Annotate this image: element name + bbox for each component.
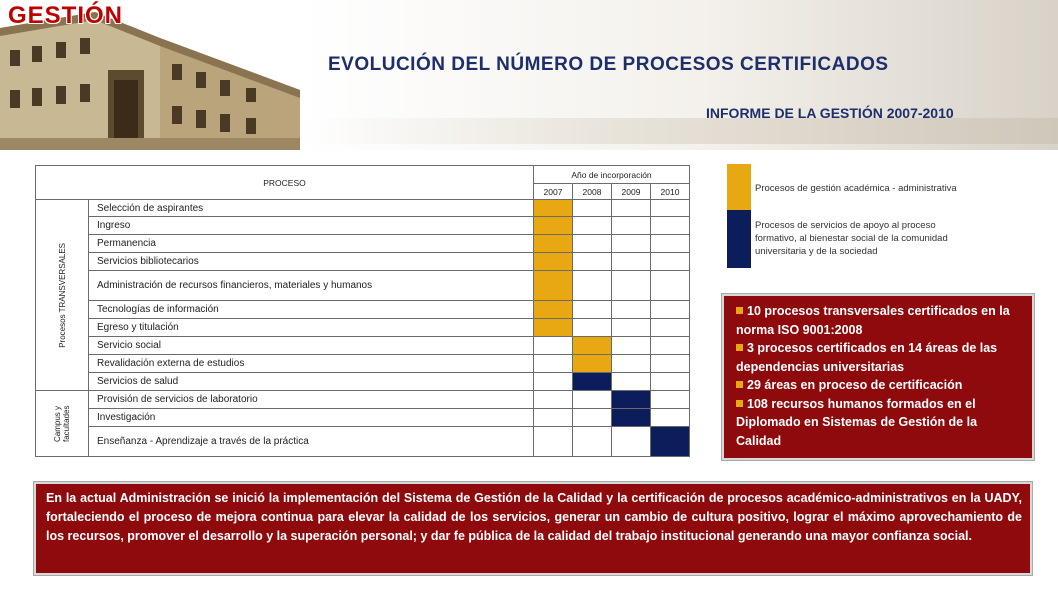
header-year-group: Año de incorporación [534,166,690,184]
year-cell-2008 [573,391,612,409]
bullet-icon [736,307,743,314]
bullet-icon [736,381,743,388]
year-cell-2007 [534,355,573,373]
year-cell-2009 [612,301,651,319]
highlight-item: 3 procesos certificados en 14 áreas de las dependencias universitarias [736,341,998,374]
highlight-item: 10 procesos transversales certificados en la norma ISO 9001:2008 [736,304,1010,337]
year-cell-2010 [651,391,690,409]
year-cell-2010 [651,355,690,373]
year-cell-2008 [573,427,612,457]
legend-label-academic: Procesos de gestión académica - administrativa [755,183,957,194]
year-2010: 2010 [651,184,690,200]
table-row [36,301,690,319]
incorporation-mark-2008 [573,373,612,391]
logo-text: GESTIÓN [8,2,124,29]
year-cell-2009 [612,217,651,235]
year-cell-2009 [612,253,651,271]
table-row [36,409,690,427]
highlight-item: 29 áreas en proceso de certificación [736,376,1024,395]
table-row [36,253,690,271]
process-name: Revalidación externa de estudios [89,355,534,373]
table-row [36,217,690,235]
year-cell-2010 [651,301,690,319]
year-cell-2007 [534,409,573,427]
year-cell-2008 [573,217,612,235]
incorporation-mark-2009 [612,409,651,427]
process-name: Servicios bibliotecarios [89,253,534,271]
table-row [36,391,690,409]
incorporation-mark-2007 [534,253,573,271]
year-cell-2008 [573,319,612,337]
incorporation-mark-2008 [573,337,612,355]
process-name: Provisión de servicios de laboratorio [89,391,534,409]
group-label-transversal: Procesos TRANSVERSALES [36,200,89,391]
year-2007: 2007 [534,184,573,200]
table-row [36,427,690,457]
year-cell-2010 [651,271,690,301]
legend-swatch-support [727,210,751,268]
group-label-campus: Campus y facultades [36,391,89,457]
header-gradient-strip [300,118,1058,144]
year-2008: 2008 [573,184,612,200]
incorporation-mark-2007 [534,200,573,217]
incorporation-mark-2009 [612,391,651,409]
incorporation-mark-2007 [534,271,573,301]
year-cell-2010 [651,319,690,337]
year-cell-2009 [612,235,651,253]
year-cell-2008 [573,200,612,217]
year-cell-2010 [651,200,690,217]
process-table [35,165,690,457]
process-name: Permanencia [89,235,534,253]
year-cell-2008 [573,271,612,301]
year-cell-2010 [651,253,690,271]
process-name: Servicio social [89,337,534,355]
incorporation-mark-2007 [534,235,573,253]
legend-swatch-academic [727,164,751,210]
year-cell-2007 [534,427,573,457]
year-cell-2008 [573,235,612,253]
year-cell-2010 [651,235,690,253]
legend-label-support: Procesos de servicios de apoyo al proceso formativo, al bienestar social de la comunidad universitaria y de la sociedad [755,220,948,257]
highlight-item: 108 recursos humanos formados en el Diplomado en Sistemas de Gestión de la Calidad [736,396,978,448]
process-name: Enseñanza - Aprendizaje a través de la práctica [89,427,534,457]
year-cell-2010 [651,217,690,235]
bullet-icon [736,400,743,407]
process-name: Tecnologías de información [89,301,534,319]
process-name: Investigación [89,409,534,427]
table-row [36,337,690,355]
table-row [36,355,690,373]
year-cell-2009 [612,271,651,301]
header-proceso: PROCESO [36,166,534,200]
table-row [36,200,690,217]
table-row [36,319,690,337]
summary-box [34,482,1032,575]
table-row [36,271,690,301]
incorporation-mark-2007 [534,217,573,235]
year-cell-2008 [573,253,612,271]
year-cell-2009 [612,427,651,457]
incorporation-mark-2007 [534,301,573,319]
process-name: Egreso y titulación [89,319,534,337]
highlights-box [722,294,1034,460]
year-cell-2010 [651,337,690,355]
year-cell-2010 [651,373,690,391]
process-name: Servicios de salud [89,373,534,391]
year-cell-2010 [651,409,690,427]
incorporation-mark-2010 [651,427,690,457]
year-cell-2007 [534,391,573,409]
report-subtitle: INFORME DE LA GESTIÓN 2007-2010 [706,105,954,121]
year-cell-2009 [612,355,651,373]
process-name: Selección de aspirantes [89,200,534,217]
year-cell-2009 [612,200,651,217]
process-name: Ingreso [89,217,534,235]
year-cell-2009 [612,373,651,391]
year-cell-2009 [612,319,651,337]
summary-text: En la actual Administración se inició la implementación del Sistema de Gestión de la Calidad y la certificación de procesos académico-administrativos en la UADY, fortaleciendo el proceso de mejora continua para elevar la calidad de los servicios, generar un cambio de cultura positivo, lograr el máximo aprovechamiento de los recursos, promover el desarrollo y la superación personal; y dar fe pública de la calidad del trabajo institucional generando una mayor confianza social. [46,491,1022,543]
highlights-list [724,296,1032,450]
year-cell-2007 [534,373,573,391]
incorporation-mark-2008 [573,355,612,373]
table-row [36,235,690,253]
bullet-icon [736,344,743,351]
year-cell-2008 [573,301,612,319]
table-row [36,373,690,391]
page-title: EVOLUCIÓN DEL NÚMERO DE PROCESOS CERTIFICADOS [328,54,889,75]
year-cell-2007 [534,337,573,355]
process-name: Administración de recursos financieros, materiales y humanos [89,271,534,301]
year-cell-2008 [573,409,612,427]
year-2009: 2009 [612,184,651,200]
year-cell-2009 [612,337,651,355]
incorporation-mark-2007 [534,319,573,337]
